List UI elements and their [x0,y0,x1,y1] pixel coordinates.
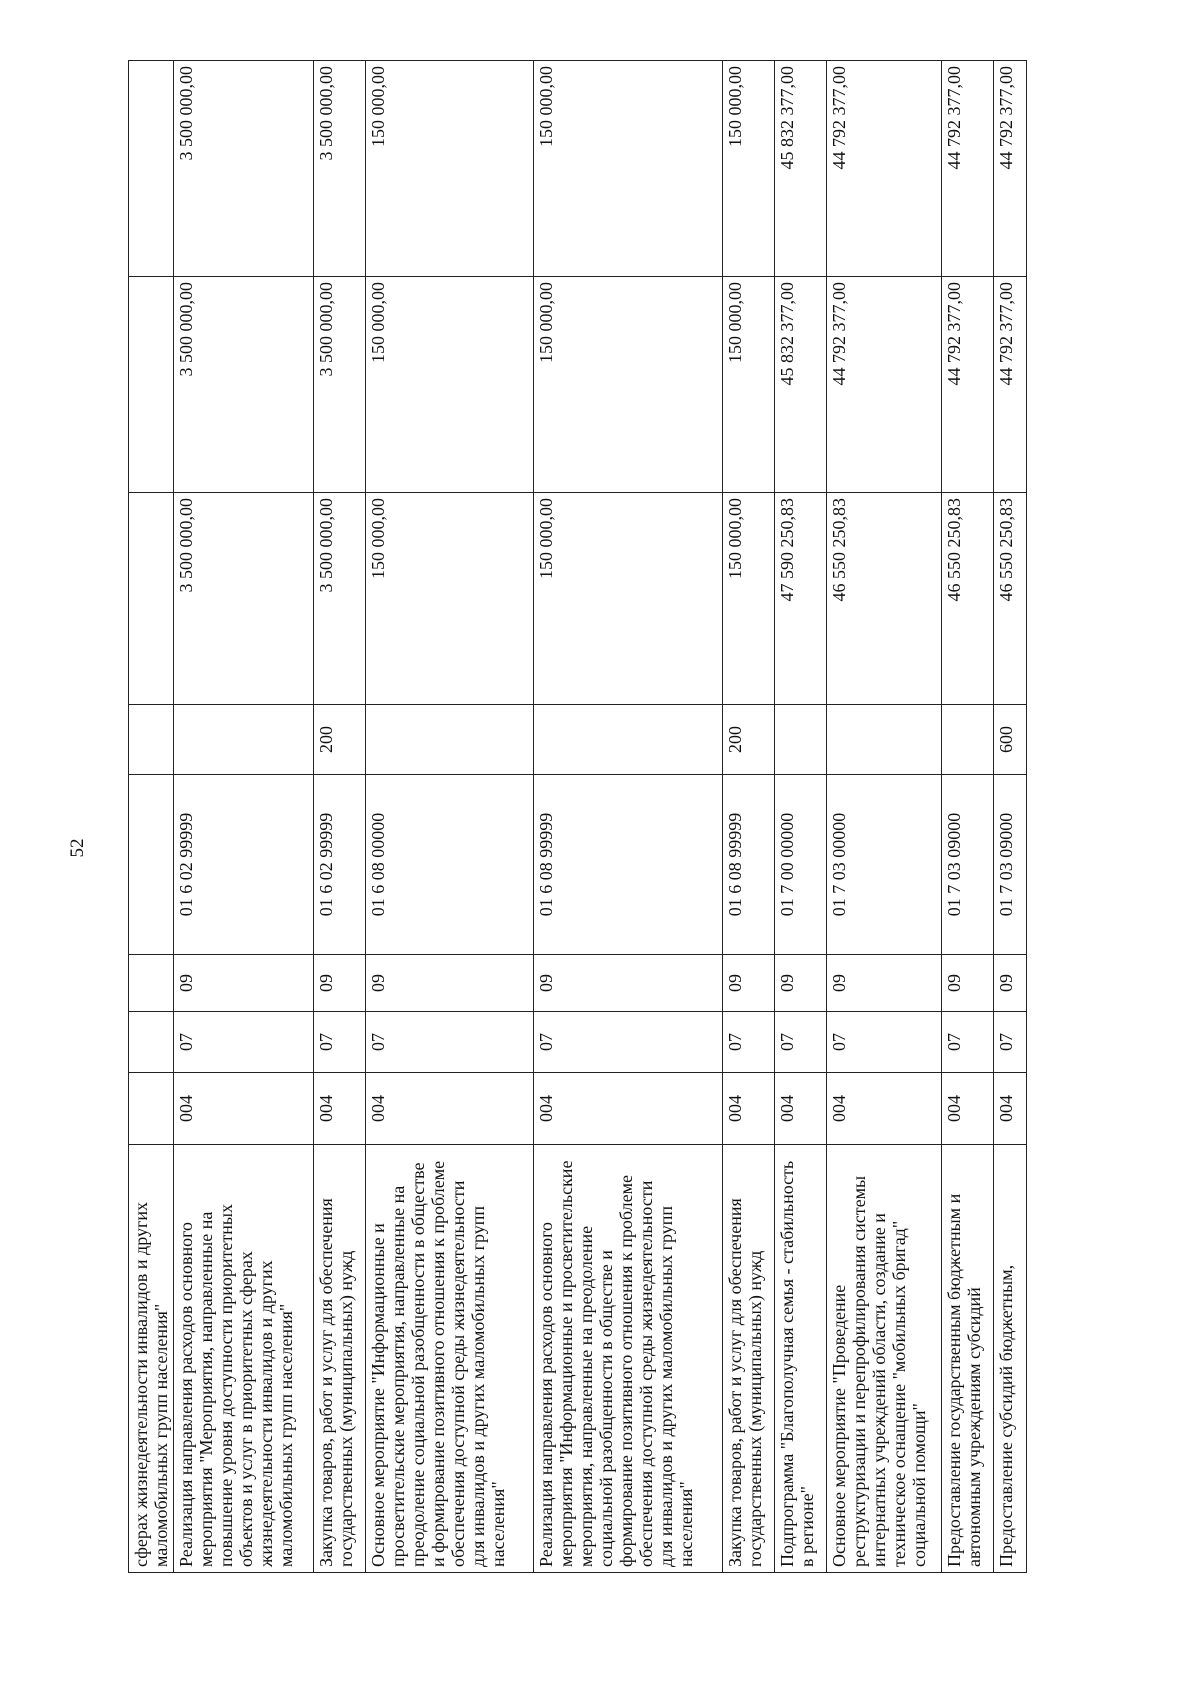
subsection-code: 09 [534,955,723,1012]
row-description: Реализация направления расходов основного мероприятия "Информационные и просветительские мероприятия, направленные на преодоление социальной разобщенности в обществе и формирование позитивного отношения к проблеме обеспечения доступной среды жизнедеятельности для инвалидов и других маломобильных групп населения" [534,1145,723,1573]
expense-type-code: 200 [314,705,366,775]
table-row [942,61,994,1573]
ministry-code: 004 [994,1073,1027,1145]
subsection-code: 09 [942,955,994,1012]
table-row [174,61,314,1573]
amount-year-1: 47 590 250,83 [775,493,827,705]
ministry-code: 004 [174,1073,314,1145]
amount-year-1: 3 500 000,00 [314,493,366,705]
target-article-code: 01 6 08 99999 [723,775,775,955]
subsection-code: 09 [723,955,775,1012]
ministry-code: 004 [534,1073,723,1145]
ministry-code: 004 [314,1073,366,1145]
amount-year-2: 3 500 000,00 [174,277,314,493]
section-code [129,1012,174,1073]
amount-year-3: 3 500 000,00 [174,61,314,277]
ministry-code: 004 [942,1073,994,1145]
section-code: 07 [994,1012,1027,1073]
amount-year-2: 3 500 000,00 [314,277,366,493]
amount-year-2 [129,277,174,493]
amount-year-1: 46 550 250,83 [942,493,994,705]
table-row [314,61,366,1573]
target-article-code: 01 7 03 00000 [827,775,942,955]
target-article-code: 01 6 08 99999 [534,775,723,955]
table-row [723,61,775,1573]
expense-type-code: 200 [723,705,775,775]
row-description: сферах жизнедеятельности инвалидов и других маломобильных групп населения" [129,1145,174,1573]
expense-type-code [129,705,174,775]
expense-type-code [827,705,942,775]
row-description: Предоставление государственным бюджетным и автономным учреждениям субсидий [942,1145,994,1573]
amount-year-3: 150 000,00 [366,61,534,277]
expense-type-code [534,705,723,775]
amount-year-2: 150 000,00 [723,277,775,493]
row-description: Основное мероприятие "Информационные и просветительские мероприятия, направленные на преодоление социальной разобщенности в обществе и формирование позитивного отношения к проблеме обеспечения доступной среды жизнедеятельности для инвалидов и других маломобильных групп населения" [366,1145,534,1573]
target-article-code: 01 6 02 99999 [314,775,366,955]
amount-year-3: 44 792 377,00 [942,61,994,277]
subsection-code: 09 [994,955,1027,1012]
section-code: 07 [366,1012,534,1073]
subsection-code [129,955,174,1012]
target-article-code: 01 7 00 00000 [775,775,827,955]
expense-type-code: 600 [994,705,1027,775]
ministry-code: 004 [723,1073,775,1145]
section-code: 07 [775,1012,827,1073]
amount-year-1: 46 550 250,83 [994,493,1027,705]
amount-year-2: 150 000,00 [366,277,534,493]
amount-year-1: 150 000,00 [534,493,723,705]
ministry-code: 004 [775,1073,827,1145]
ministry-code [129,1073,174,1145]
target-article-code: 01 6 08 00000 [366,775,534,955]
amount-year-2: 150 000,00 [534,277,723,493]
subsection-code: 09 [366,955,534,1012]
amount-year-1 [129,493,174,705]
row-description: Предоставление субсидий бюджетным, [994,1145,1027,1573]
expense-type-code [775,705,827,775]
subsection-code: 09 [314,955,366,1012]
amount-year-3: 3 500 000,00 [314,61,366,277]
target-article-code: 01 7 03 09000 [994,775,1027,955]
subsection-code: 09 [174,955,314,1012]
row-description: Закупка товаров, работ и услуг для обеспечения государственных (муниципальных) нужд [314,1145,366,1573]
section-code: 07 [827,1012,942,1073]
target-article-code: 01 7 03 09000 [942,775,994,955]
amount-year-2: 44 792 377,00 [827,277,942,493]
section-code: 07 [723,1012,775,1073]
section-code: 07 [314,1012,366,1073]
target-article-code [129,775,174,955]
amount-year-2: 45 832 377,00 [775,277,827,493]
row-description: Основное мероприятие "Проведение реструктуризации и перепрофилирования системы интернатных учреждений области, создание и техническое оснащение "мобильных бригад" социальной помощи" [827,1145,942,1573]
row-description: Подпрограмма "Благополучная семья - стабильность в регионе" [775,1145,827,1573]
target-article-code: 01 6 02 99999 [174,775,314,955]
amount-year-1: 150 000,00 [723,493,775,705]
ministry-code: 004 [366,1073,534,1145]
amount-year-3 [129,61,174,277]
amount-year-2: 44 792 377,00 [942,277,994,493]
amount-year-1: 46 550 250,83 [827,493,942,705]
row-description: Реализация направления расходов основного мероприятия "Мероприятия, направленные на повышение уровня доступности приоритетных объектов и услуг в приоритетных сферах жизнедеятельности инвалидов и других маломобильных групп населения" [174,1145,314,1573]
amount-year-1: 3 500 000,00 [174,493,314,705]
rotated-table-wrapper [128,61,1076,1573]
table-row [366,61,534,1573]
section-code: 07 [534,1012,723,1073]
amount-year-3: 150 000,00 [534,61,723,277]
table-row [129,61,174,1573]
table-row [827,61,942,1573]
amount-year-3: 45 832 377,00 [775,61,827,277]
subsection-code: 09 [827,955,942,1012]
amount-year-3: 150 000,00 [723,61,775,277]
amount-year-3: 44 792 377,00 [827,61,942,277]
page-number: 52 [67,838,88,858]
row-description: Закупка товаров, работ и услуг для обеспечения государственных (муниципальных) нужд [723,1145,775,1573]
expense-type-code [366,705,534,775]
subsection-code: 09 [775,955,827,1012]
section-code: 07 [942,1012,994,1073]
section-code: 07 [174,1012,314,1073]
ministry-code: 004 [827,1073,942,1145]
table-row [775,61,827,1573]
expense-type-code [174,705,314,775]
amount-year-1: 150 000,00 [366,493,534,705]
budget-table [128,60,1027,1573]
table-row [994,61,1027,1573]
table-row [534,61,723,1573]
expense-type-code [942,705,994,775]
amount-year-3: 44 792 377,00 [994,61,1027,277]
amount-year-2: 44 792 377,00 [994,277,1027,493]
